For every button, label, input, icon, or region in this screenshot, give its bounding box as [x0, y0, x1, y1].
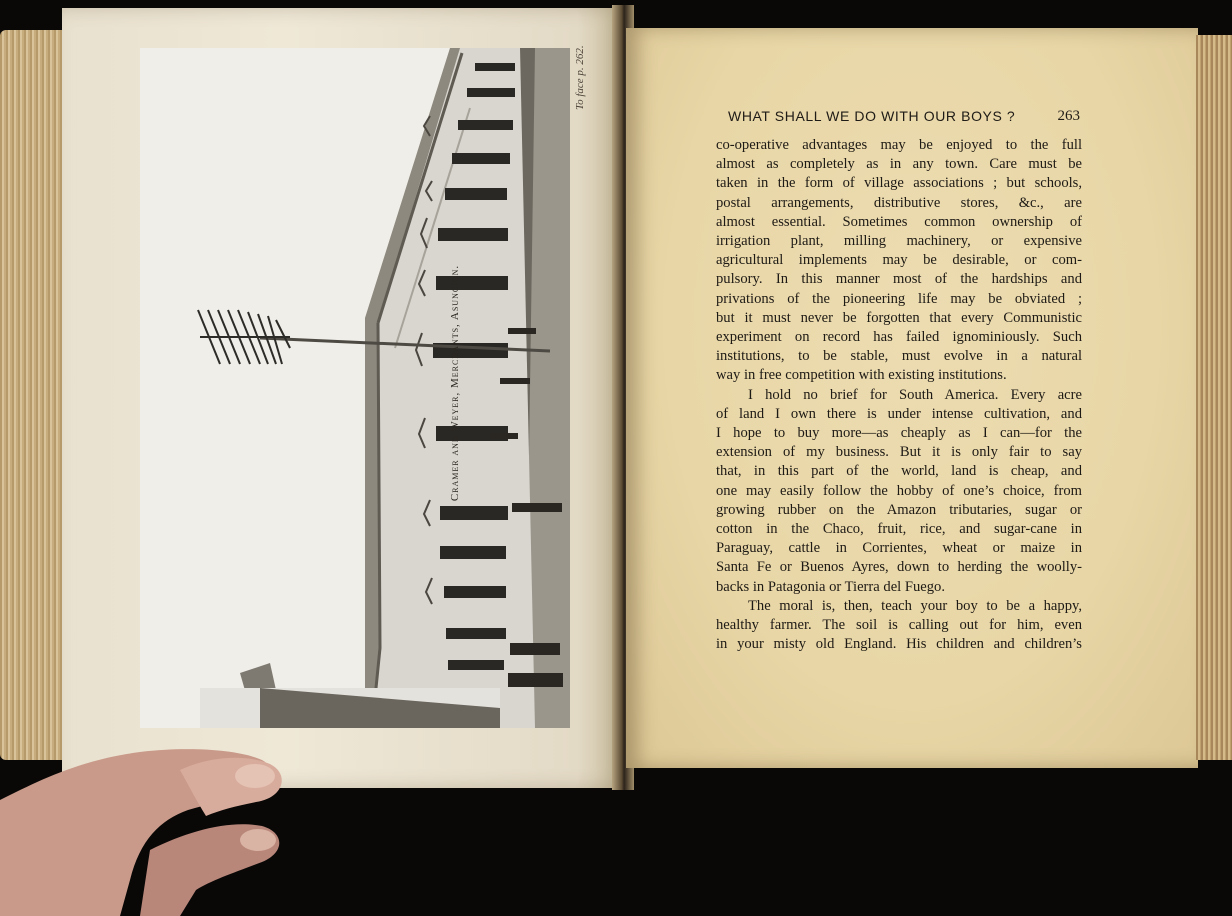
text-line: postal arrangements, distributive stores, &c., are	[716, 194, 1082, 211]
body-text	[716, 136, 1082, 654]
running-head-title: WHAT SHALL WE DO WITH OUR BOYS ?	[728, 108, 1016, 124]
text-line: way in free competition with existing institutions.	[716, 367, 1007, 384]
reader-hand	[0, 740, 320, 916]
text-line: almost as completely as in any town. Care must be	[716, 156, 1082, 173]
text-line: almost essential. Sometimes common ownership of	[716, 213, 1082, 230]
text-line: healthy farmer. The soil is calling out for him, even	[716, 617, 1082, 634]
text-line: that, in this part of the world, land is cheap, and	[716, 463, 1082, 480]
text-line: backs in Patagonia or Tierra del Fuego.	[716, 578, 946, 595]
text-line: co-operative advantages may be enjoyed to the full	[716, 137, 1082, 153]
plate-note-text: To face p. 262.	[574, 45, 586, 110]
text-line: of land I own there is under intense cultivation, and	[716, 405, 1082, 422]
text-line: agricultural implements may be desirable, or com-	[716, 252, 1082, 269]
text-line: one may easily follow the hobby of one’s choice, from	[716, 482, 1082, 499]
text-line: pulsory. In this manner most of the hardships and	[716, 271, 1082, 288]
photo-caption-text: Cramer and Weyer, Merchants, Asuncion.	[449, 264, 461, 502]
text-line: taken in the form of village associations ; but schools,	[716, 175, 1082, 192]
right-page-edges	[1196, 35, 1232, 760]
text-line: cotton in the Chaco, fruit, rice, and sugar-cane in	[716, 521, 1082, 538]
running-head	[728, 108, 1080, 124]
building-photograph	[140, 48, 570, 728]
text-line: privations of the pioneering life may be obviated ;	[716, 290, 1082, 307]
text-line: but it must never be forgotten that every Communistic	[716, 309, 1082, 326]
text-line: experiment on record has failed ignominiously. Such	[716, 329, 1082, 346]
text-line: I hold no brief for South America. Every acre	[748, 386, 1082, 403]
text-line: extension of my business. But it is only fair to say	[716, 444, 1082, 461]
text-line: institutions, to be stable, must evolve in a natural	[716, 348, 1082, 365]
text-line: The moral is, then, teach your boy to be a happy,	[748, 597, 1082, 614]
text-line: Paraguay, cattle in Corrientes, wheat or maize in	[716, 540, 1082, 557]
text-line: growing rubber on the Amazon tributaries, sugar or	[716, 501, 1082, 518]
text-line: I hope to buy more—as cheaply as I can—for the	[716, 425, 1082, 442]
page-number: 263	[1057, 108, 1080, 124]
text-line: in your misty old England. His children and children’s	[716, 636, 1082, 653]
text-line: Santa Fe or Buenos Ayres, down to herding the woolly-	[716, 559, 1082, 576]
text-line: irrigation plant, milling machinery, or expensive	[716, 233, 1082, 250]
